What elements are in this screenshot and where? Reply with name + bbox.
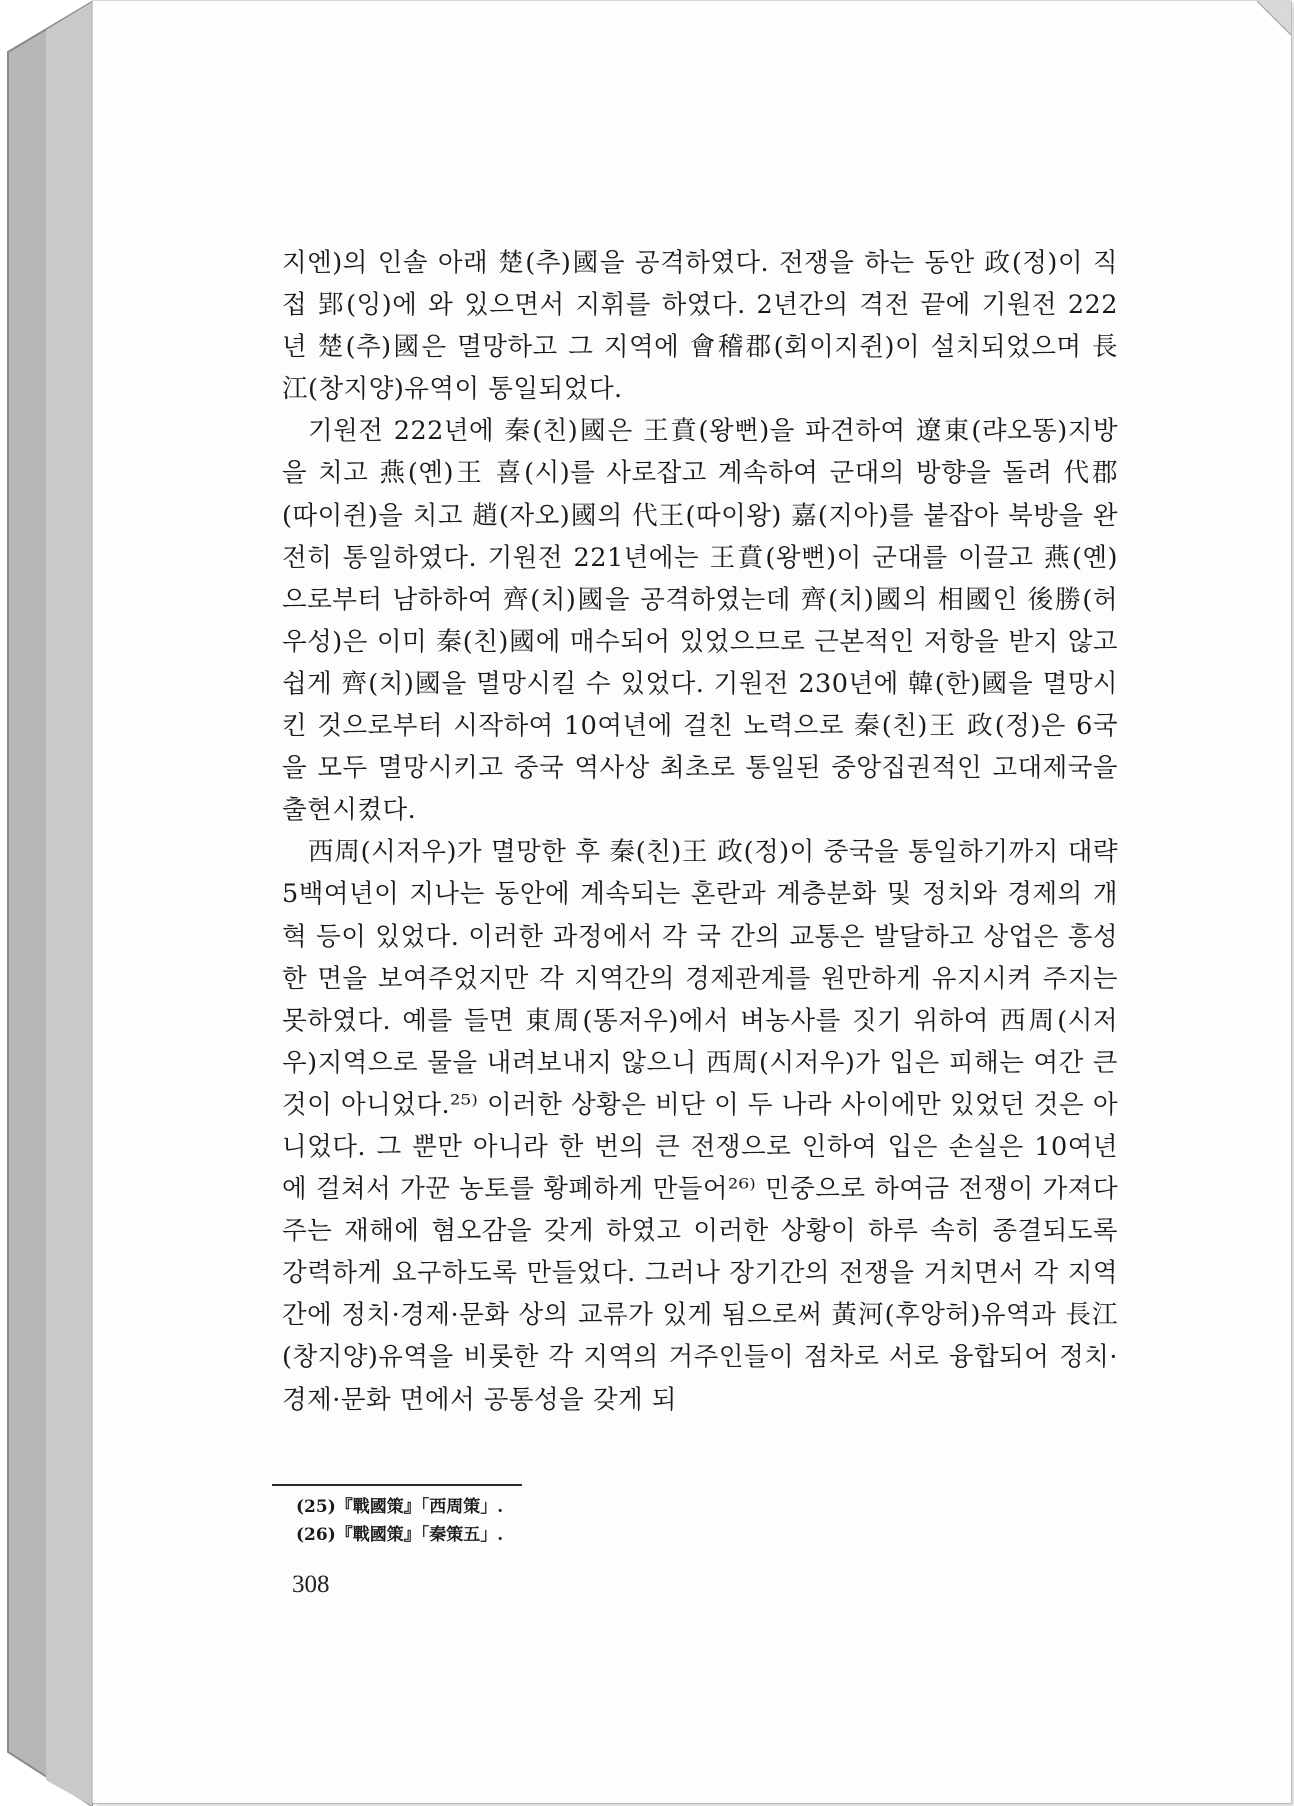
- paragraph-2: 기원전 222년에 秦(친)國은 王賁(왕뻔)을 파견하여 遼東(랴오똥)지방을 치고 燕(옌)王 喜(시)를 사로잡고 계속하여 군대의 방향을 돌려 代郡(따이쥔)을 치고 趙(자오)國의 代王(따이왕) 嘉(지아)를 붙잡아 북방을 완전히 통일하였다. 기원전 221년에는 王賁(왕뻔)이 군대를 이끌고 燕(옌)으로부터 남하하여 齊(치)國을 공격하였는데 齊(치)國의 相國인 後勝(허우성)은 이미 秦(친)國에 매수되어 있었으므로 근본적인 저항을 받지 않고 쉽게 齊(치)國을 멸망시킬 수 있었다. 기원전 230년에 韓(한)國을 멸망시킨 것으로부터 시작하여 10여년에 걸친 노력으로 秦(친)王 政(정)은 6국을 모두 멸망시키고 중국 역사상 최초로 통일된 중앙집권적인 고대제국을 출현시켰다.: [282, 416, 1118, 826]
- page-corner-fold: [1257, 1, 1291, 35]
- footnote-25: (25)『戰國策』「西周策」.: [296, 1497, 504, 1517]
- page-number: 308: [292, 1571, 330, 1598]
- paragraph-3: 西周(시저우)가 멸망한 후 秦(친)王 政(정)이 중국을 통일하기까지 대략 5백여년이 지나는 동안에 계속되는 혼란과 계층분화 및 정치와 경제의 개혁 등이 있었다. 이러한 과정에서 각 국 간의 교통은 발달하고 상업은 흥성한 면을 보여주었지만 각 지역간의 경제관계를 원만하게 유지시켜 주지는 못하였다. 예를 들면 東周(똥저우)에서 벼농사를 짓기 위하여 西周(시저우)지역으로 물을 내려보내지 않으니 西周(시저우)가 입은 피해는 여간 큰 것이 아니었다.²⁵⁾ 이러한 상황은 비단 이 두 나라 사이에만 있었던 것은 아니었다. 그 뿐만 아니라 한 번의 큰 전쟁으로 인하여 입은 손실은 10여년에 걸쳐서 가꾼 농토를 황폐하게 만들어²⁶⁾ 민중으로 하여금 전쟁이 가져다 주는 재해에 혐오감을 갖게 하였고 이러한 상황이 하루 속히 종결되도록 강력하게 요구하도록 만들었다. 그러나 장기간의 전쟁을 거치면서 각 지역 간에 정치·경제·문화 상의 교류가 있게 됨으로써 黃河(후앙허)유역과 長江(창지양)유역을 비롯한 각 지역의 거주인들이 점차로 서로 융합되어 정치·경제·문화 면에서 공통성을 갖게 되: [282, 837, 1118, 1415]
- footnotes: [296, 1493, 503, 1549]
- footnote-26: (26)『戰國策』「秦策五」.: [296, 1525, 504, 1545]
- paragraph-1: 지엔)의 인솔 아래 楚(추)國을 공격하였다. 전쟁을 하는 동안 政(정)이 직접 郢(잉)에 와 있으면서 지휘를 하였다. 2년간의 격전 끝에 기원전 222년 楚(추)國은 멸망하고 그 지역에 會稽郡(회이지쥔)이 설치되었으며 長江(창지양)유역이 통일되었다.: [282, 248, 1118, 405]
- body-text: [282, 242, 1118, 1421]
- book-spine: [6, 0, 96, 1806]
- footnote-divider: [272, 1484, 522, 1486]
